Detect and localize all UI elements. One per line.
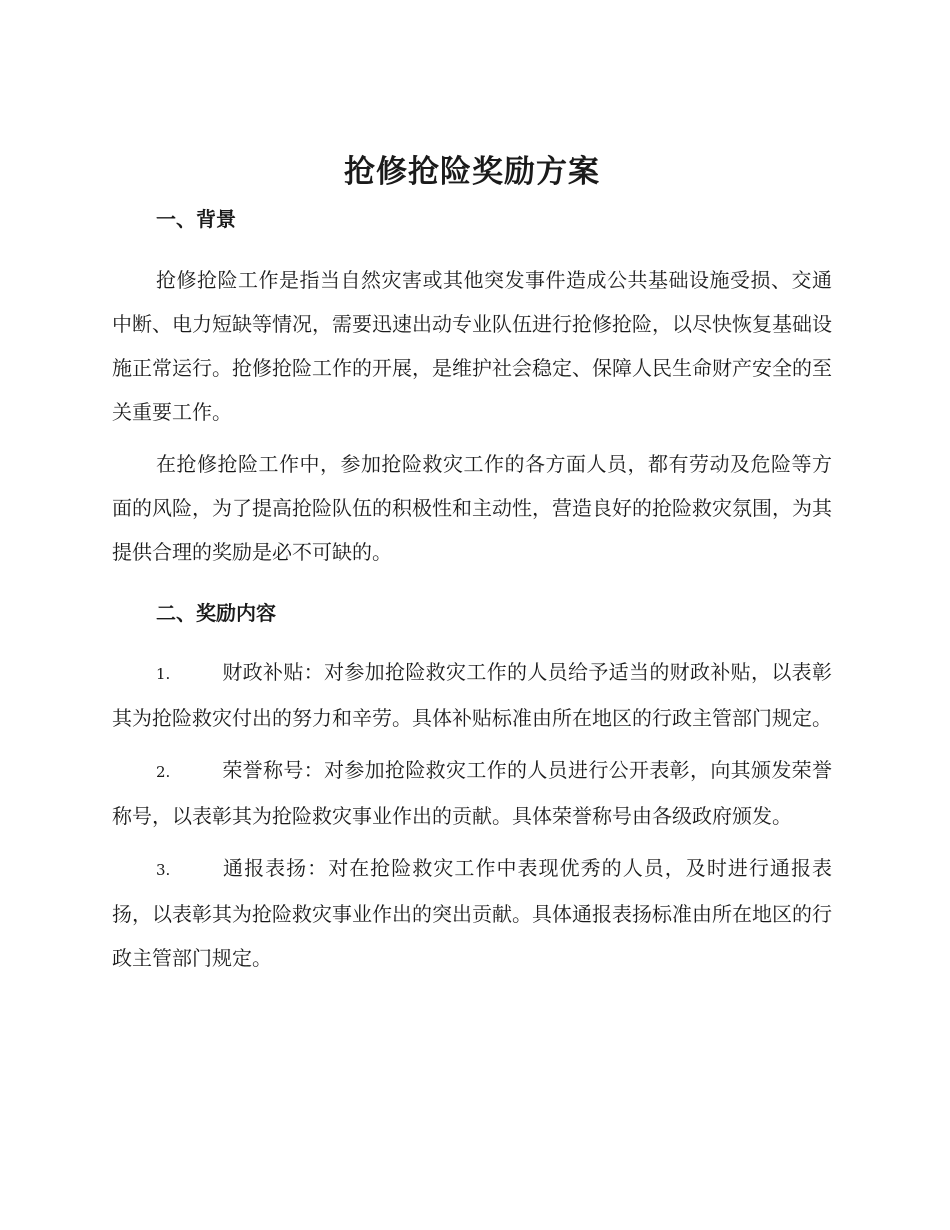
- reward-item-1: [112, 650, 832, 740]
- reward-item-3: [112, 846, 832, 980]
- reward-item-text: 通报表扬：对在抢险救灾工作中表现优秀的人员，及时进行通报表扬，以表彰其为抢险救灾事业作出的突出贡献。具体通报表扬标准由所在地区的行政主管部门规定。: [112, 856, 832, 970]
- reward-item-text: 荣誉称号：对参加抢险救灾工作的人员进行公开表彰，向其颁发荣誉称号，以表彰其为抢险救灾事业作出的贡献。具体荣誉称号由各级政府颁发。: [112, 758, 832, 828]
- reward-item-text: 财政补贴：对参加抢险救灾工作的人员给予适当的财政补贴，以表彰其为抢险救灾付出的努力和辛劳。具体补贴标准由所在地区的行政主管部门规定。: [112, 660, 832, 730]
- reward-item-number: 3.: [156, 861, 171, 879]
- section-heading-rewards: 二、奖励内容: [156, 601, 276, 625]
- background-paragraph-1: 抢修抢险工作是指当自然灾害或其他突发事件造成公共基础设施受损、交通中断、电力短缺等情况，需要迅速出动专业队伍进行抢修抢险，以尽快恢复基础设施正常运行。抢修抢险工作的开展，是维护社会稳定、保障人民生命财产安全的至关重要工作。: [112, 268, 832, 424]
- reward-item-2: [112, 748, 832, 838]
- document-title: 抢修抢险奖励方案: [344, 154, 600, 190]
- reward-item-number: 1.: [156, 665, 171, 683]
- section-heading-background: 一、背景: [156, 207, 236, 231]
- background-paragraph-2: 在抢修抢险工作中，参加抢险救灾工作的各方面人员，都有劳动及危险等方面的风险，为了提高抢险队伍的积极性和主动性，营造良好的抢险救灾氛围，为其提供合理的奖励是必不可缺的。: [112, 452, 832, 564]
- reward-item-number: 2.: [156, 763, 171, 781]
- document-page: [112, 150, 832, 988]
